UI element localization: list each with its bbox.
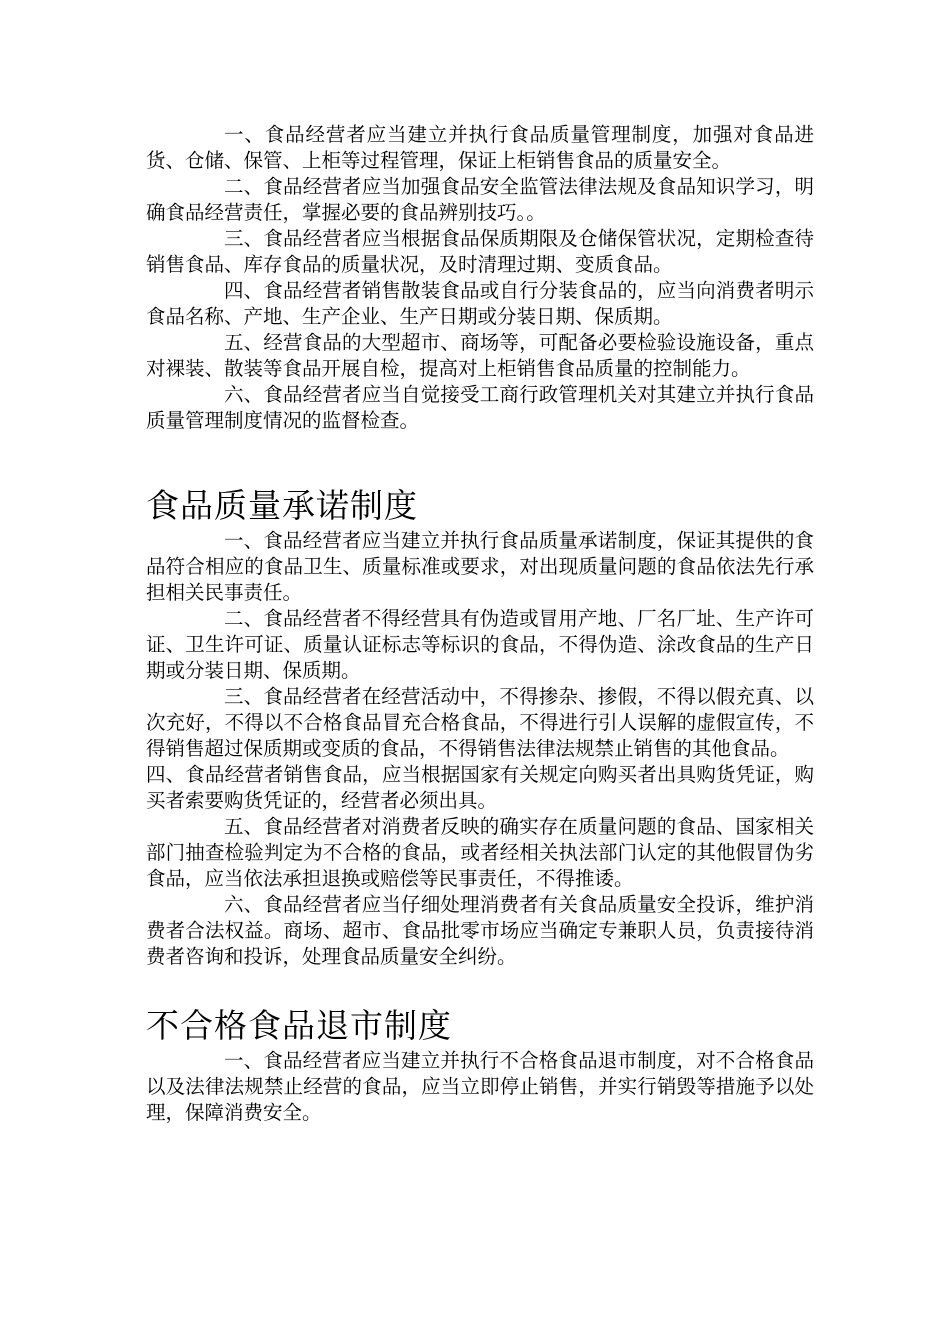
paragraph: 二、食品经营者应当加强食品安全监管法律法规及食品知识学习，明确食品经营责任，掌握必要的食品辨别技巧。。 — [146, 175, 814, 224]
paragraph: 五、食品经营者对消费者反映的确实存在质量问题的食品、国家相关部门抽查检验判定为不合格的食品，或者经相关执法部门认定的其他假冒伪劣食品，应当依法承担退换或赔偿等民事责任，不得推诿。 — [146, 815, 814, 890]
paragraph: 五、经营食品的大型超市、商场等，可配备必要检验设施设备，重点对裸装、散装等食品开展自检，提高对上柜销售食品质量的控制能力。 — [146, 331, 814, 380]
paragraph: 三、食品经营者在经营活动中，不得掺杂、掺假，不得以假充真、以次充好，不得以不合格食品冒充合格食品，不得进行引人误解的虚假宣传，不得销售超过保质期或变质的食品，不得销售法律法规禁止销售的其他食品。 — [146, 685, 814, 760]
section-heading: 食品质量承诺制度 — [146, 486, 418, 525]
section-quality-management — [146, 122, 814, 434]
paragraph: 三、食品经营者应当根据食品保质期限及仓储保管状况，定期检查待销售食品、库存食品的质量状况，及时清理过期、变质食品。 — [146, 227, 814, 276]
paragraph: 六、食品经营者应当自觉接受工商行政管理机关对其建立并执行食品质量管理制度情况的监督检查。 — [146, 383, 814, 432]
paragraph: 六、食品经营者应当仔细处理消费者有关食品质量安全投诉，维护消费者合法权益。商场、超市、食品批零市场应当确定专兼职人员，负责接待消费者咨询和投诉，处理食品质量安全纠纷。 — [146, 893, 814, 968]
paragraph: 一、食品经营者应当建立并执行食品质量承诺制度，保证其提供的食品符合相应的食品卫生、质量标准或要求，对出现质量问题的食品依法先行承担相关民事责任。 — [146, 529, 814, 604]
paragraph: 四、食品经营者销售食品，应当根据国家有关规定向购买者出具购货凭证，购买者索要购货凭证的，经营者必须出具。 — [146, 763, 814, 812]
section-quality-commitment — [146, 484, 814, 970]
paragraph: 一、食品经营者应当建立并执行食品质量管理制度，加强对食品进货、仓储、保管、上柜等过程管理，保证上柜销售食品的质量安全。 — [146, 123, 814, 172]
section-unqualified-recall — [146, 1004, 814, 1126]
section-heading: 不合格食品退市制度 — [146, 1006, 452, 1045]
document-body — [146, 122, 814, 1126]
paragraph: 四、食品经营者销售散装食品或自行分装食品的，应当向消费者明示食品名称、产地、生产企业、生产日期或分装日期、保质期。 — [146, 279, 814, 328]
paragraph: 一、食品经营者应当建立并执行不合格食品退市制度，对不合格食品以及法律法规禁止经营的食品，应当立即停止销售，并实行销毁等措施予以处理，保障消费安全。 — [146, 1049, 814, 1124]
paragraph: 二、食品经营者不得经营具有伪造或冒用产地、厂名厂址、生产许可证、卫生许可证、质量认证标志等标识的食品，不得伪造、涂改食品的生产日期或分装日期、保质期。 — [146, 607, 814, 682]
